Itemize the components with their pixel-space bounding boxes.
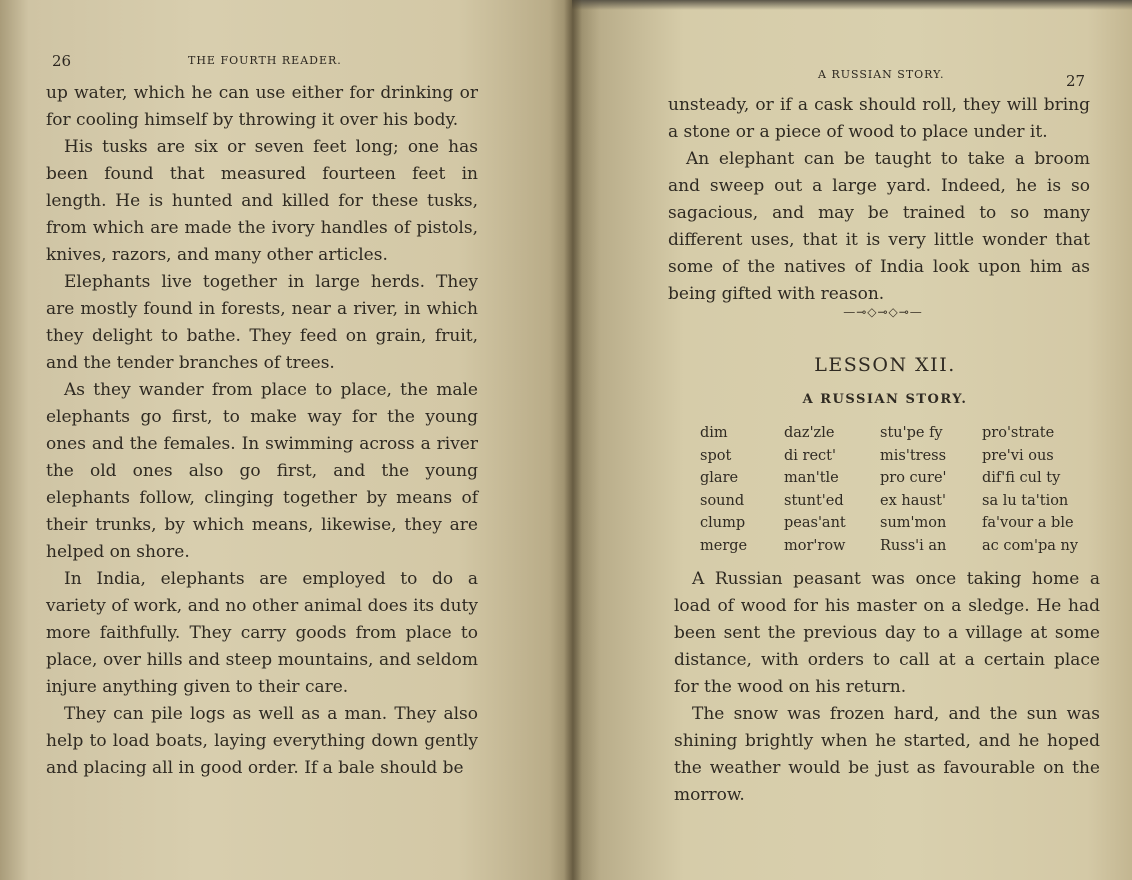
vocab-word: stu'pe fy <box>880 425 943 441</box>
vocab-word: Russ'i an <box>880 537 947 554</box>
vocab-word: daz'zle <box>784 425 835 441</box>
vocab-word: clump <box>700 515 746 531</box>
vocab-word: peas'ant <box>784 515 846 531</box>
vocab-word: man'tle <box>784 470 839 486</box>
vocab-word: pro'strate <box>982 425 1055 441</box>
right-paragraph: unsteady, or if a cask should roll, they will bring a stone or a piece of wood to place under it. <box>668 95 1090 142</box>
right-paragraph: A Russian peasant was once taking home a load of wood for his master on a sledge. He had been sent the previous day to a village at some distance, with orders to call at a certain place for the wood on his return. <box>674 569 1100 697</box>
book-gutter <box>564 0 582 880</box>
vocab-word: mor'row <box>784 537 846 554</box>
lesson-subtitle: A RUSSIAN STORY. <box>802 392 968 407</box>
right-paragraph: An elephant can be taught to take a broom and sweep out a large yard. Indeed, he is so sagacious, and may be trained to so many different uses, that it is very little wonder that some of the natives of India look upon him as being gifted with reason. <box>668 149 1090 304</box>
vocab-word: pro cure' <box>880 470 947 486</box>
vocab-word: pre'vi ous <box>982 447 1054 464</box>
vocab-word: sa lu ta'tion <box>982 492 1069 509</box>
right-page-text-bottom <box>674 566 1100 809</box>
left-paragraph: His tusks are six or seven feet long; one has been found that measured fourteen feet in length. He is hunted and killed for these tusks, from which are made the ivory handles of pistols, knives, razors, and many other articles. <box>46 137 478 265</box>
vocab-word: ac com'pa ny <box>982 537 1079 554</box>
left-running-head: THE FOURTH READER. <box>188 54 342 67</box>
left-page-text <box>46 80 478 782</box>
left-paragraph: In India, elephants are employed to do a variety of work, and no other animal does its duty more faithfully. They carry goods from place to place, over hills and steep mountains, and seldom injure anything given to their care. <box>46 569 478 697</box>
vocab-word: ex haust' <box>880 492 946 509</box>
ornament-divider: —⊸◇⊸◇⊸— <box>843 305 923 319</box>
left-paragraph: up water, which he can use either for drinking or for cooling himself by throwing it over his body. <box>46 83 478 130</box>
vocab-word: merge <box>700 537 748 554</box>
left-paragraph: As they wander from place to place, the male elephants go first, to make way for the young ones and the females. In swimming across a river the old ones also go first, and the young elephants follow, clinging together by means of their trunks, by which means, likewise, they are helped on shore. <box>46 380 478 562</box>
right-page-text-top <box>668 92 1090 308</box>
vocab-word: dim <box>700 425 728 441</box>
left-paragraph: They can pile logs as well as a man. They also help to load boats, laying everything down gently and placing all in good order. If a bale should be <box>46 704 478 778</box>
vocab-word: mis'tress <box>880 447 947 464</box>
left-paragraph: Elephants live together in large herds. They are mostly found in forests, near a river, in which they delight to bathe. They feed on grain, fruit, and the tender branches of trees. <box>46 272 478 373</box>
right-page-number: 27 <box>1066 72 1086 90</box>
vocab-word: di rect' <box>784 447 836 464</box>
vocab-word: spot <box>700 447 732 464</box>
right-running-head: A RUSSIAN STORY. <box>818 68 945 81</box>
vocab-word: fa'vour a ble <box>982 515 1074 531</box>
vocab-word: dif'fi cul ty <box>982 470 1061 486</box>
right-paragraph: The snow was frozen hard, and the sun was shining brightly when he started, and he hoped the weather would be just as favourable on the morrow. <box>674 704 1100 805</box>
vocab-word: sum'mon <box>880 515 947 531</box>
vocab-word: stunt'ed <box>784 492 844 509</box>
lesson-title: LESSON XII. <box>814 354 956 376</box>
left-page-number: 26 <box>52 52 72 70</box>
vocab-word: sound <box>700 492 745 509</box>
vocab-word: glare <box>700 470 739 486</box>
vocabulary-list <box>700 423 1092 557</box>
